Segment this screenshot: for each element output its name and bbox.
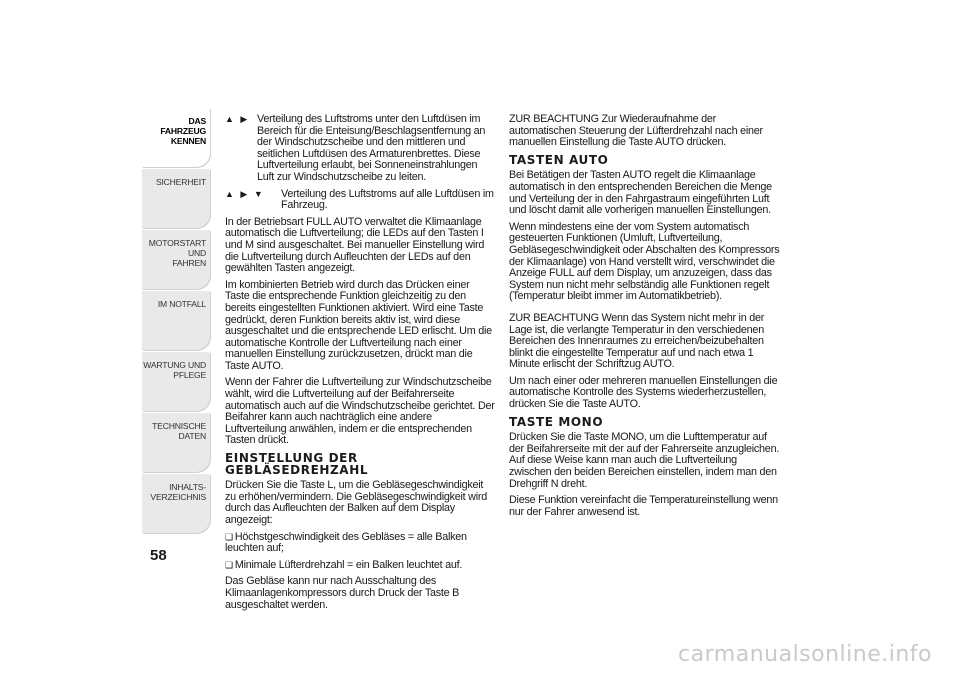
paragraph: Verteilung des Luftstroms auf alle Luftdüsen im Fahrzeug. bbox=[281, 187, 494, 212]
bullet-text: Minimale Lüfterdrehzahl = ein Balken leuchtet auf. bbox=[234, 558, 463, 571]
tab-label: TECHNISCHE DATEN bbox=[152, 421, 206, 441]
bullet-item bbox=[225, 532, 495, 555]
paragraph: Verteilung des Luftstroms unter den Luftdüsen im Bereich für die Enteisung/Beschlagsentfernung an der Windschutzscheibe und den mittleren und seitlichen Luftdüsen des Armaturenbrettes. Diese Luftverteilung erlaubt, bei Sonneneinstrahlungen Luft zur Windschutzscheibe zu leiten. bbox=[257, 113, 486, 183]
tab-wartung-und-pflege[interactable] bbox=[142, 352, 210, 411]
arrow-icons: ▲ ▶ ▼ bbox=[225, 188, 265, 199]
tab-label: IM NOTFALL bbox=[157, 299, 206, 309]
paragraph: Im kombinierten Betrieb wird durch das Drücken einer Taste die entsprechende Funktion gleichzeitig zu den bereits eingestellten Funktionen aktiviert. Wird eine Taste gedrückt, deren Funktion bereits aktiv ist, wird diese ausgeschaltet und die entsprechende LED erlischt. Um die automatische Kontrolle der Luftverteilung nach einer manuellen Einstellung zurückzusetzen, drückt man die Taste AUTO. bbox=[225, 278, 492, 372]
paragraph: ZUR BEACHTUNG Wenn das System nicht mehr in der Lage ist, die verlangte Temperatur in den verschiedenen Bereichen des Innenraumes zu erreichen/beizubehalten blinkt die eingestellte Temperatur auf und nach etwa 1 Minute erlischt der Schriftzug AUTO. bbox=[509, 311, 765, 371]
page-number: 58 bbox=[150, 547, 167, 564]
tab-im-notfall[interactable] bbox=[142, 291, 210, 350]
left-column bbox=[225, 114, 495, 616]
tab-label: SICHERHEIT bbox=[155, 177, 206, 187]
tab-technische-daten[interactable] bbox=[142, 413, 210, 472]
airflow-item-windshield bbox=[225, 114, 495, 184]
tab-label: DAS FAHRZEUG KENNEN bbox=[160, 116, 206, 146]
tab-label: WARTUNG UND PFLEGE bbox=[143, 360, 206, 380]
tab-label: INHALTS- VERZEICHNIS bbox=[150, 482, 206, 502]
arrow-icons: ▲ ▶ bbox=[225, 114, 250, 124]
section-heading: TASTEN AUTO bbox=[509, 152, 609, 167]
section-heading: TASTE MONO bbox=[509, 414, 604, 429]
tab-motorstart-und-fahren[interactable] bbox=[142, 230, 210, 289]
bullet-text: Höchstgeschwindigkeit des Gebläses = alle Balken leuchten auf; bbox=[225, 530, 467, 555]
tab-inhaltsverzeichnis[interactable] bbox=[142, 474, 210, 533]
paragraph: Diese Funktion vereinfacht die Temperatureinstellung wenn nur der Fahrer anwesend ist. bbox=[509, 494, 778, 518]
section-heading: EINSTELLUNG DER GEBLÄSEDREHZAHL bbox=[225, 451, 369, 477]
watermark: carmanualsonline.info bbox=[678, 642, 932, 667]
right-column bbox=[509, 114, 781, 523]
paragraph: In der Betriebsart FULL AUTO verwaltet die Klimaanlage automatisch die Luftverteilung; die LEDs auf den Tasten I und M sind ausgeschaltet. Bei manueller Einstellung wird die Luftverteilung durch Aufleuchten der LEDs auf den gewählten Tasten angezeigt. bbox=[225, 215, 485, 275]
paragraph: Das Gebläse kann nur nach Ausschaltung des Klimaanlagenkompressors durch Druck der Taste B ausgeschaltet werden. bbox=[225, 575, 460, 611]
paragraph: Um nach einer oder mehreren manuellen Einstellungen die automatische Kontrolle des Systems wiederherzustellen, drücken Sie die Taste AUTO. bbox=[509, 374, 778, 411]
paragraph: Wenn mindestens eine der vom System automatisch gesteuerten Funktionen (Umluft, Luftverteilung, Gebläsegeschwindigkeit oder Abschalten des Kompressors der Klimaanlage) von Hand verstellt wird, verschwindet die Anzeige FULL auf dem Display, um anzuzeigen, dass das System nun nicht mehr selbständig alle Funktionen regelt (Temperatur bleibt immer im Automatikbetrieb). bbox=[509, 220, 780, 303]
chapter-sidebar bbox=[142, 108, 210, 535]
tab-sicherheit[interactable] bbox=[142, 169, 210, 228]
airflow-item-all bbox=[225, 189, 495, 212]
paragraph: ZUR BEACHTUNG Zur Wiederaufnahme der automatischen Steuerung der Lüfterdrehzahl nach einer manuellen Einstellung die Taste AUTO drücken. bbox=[509, 113, 763, 149]
tab-label: MOTORSTART UND FAHREN bbox=[148, 238, 206, 268]
paragraph: Drücken Sie die Taste MONO, um die Lufttemperatur auf der Beifahrerseite mit der auf der Fahrerseite anzugleichen. Auf diese Weise kann man auch die Luftverteilung zwischen den beiden Bereichen einstellen, indem man den Drehgriff N dreht. bbox=[509, 431, 780, 490]
bullet-item bbox=[225, 560, 495, 572]
paragraph: Wenn der Fahrer die Luftverteilung zur Windschutzscheibe wählt, wird die Luftverteilung auf der Beifahrerseite automatisch auch auf die Windschutzscheibe gerichtet. Der Beifahrer kann auch nachträglich eine andere Luftverteilung anwählen, indem er die entsprechenden Tasten drückt. bbox=[225, 376, 495, 447]
paragraph: Bei Betätigen der Tasten AUTO regelt die Klimaanlage automatisch in den entsprechenden Bereichen die Menge und Verteilung der in den Fahrgastraum eingeführten Luft und löscht damit alle vorherigen manuellen Einstellungen. bbox=[509, 169, 772, 217]
paragraph: Drücken Sie die Taste L, um die Gebläsegeschwindigkeit zu erhöhen/vermindern. Die Gebläsegeschwindigkeit wird durch das Aufleuchten der Balken auf dem Display angezeigt: bbox=[225, 479, 487, 526]
tab-das-fahrzeug-kennen[interactable] bbox=[142, 108, 210, 167]
